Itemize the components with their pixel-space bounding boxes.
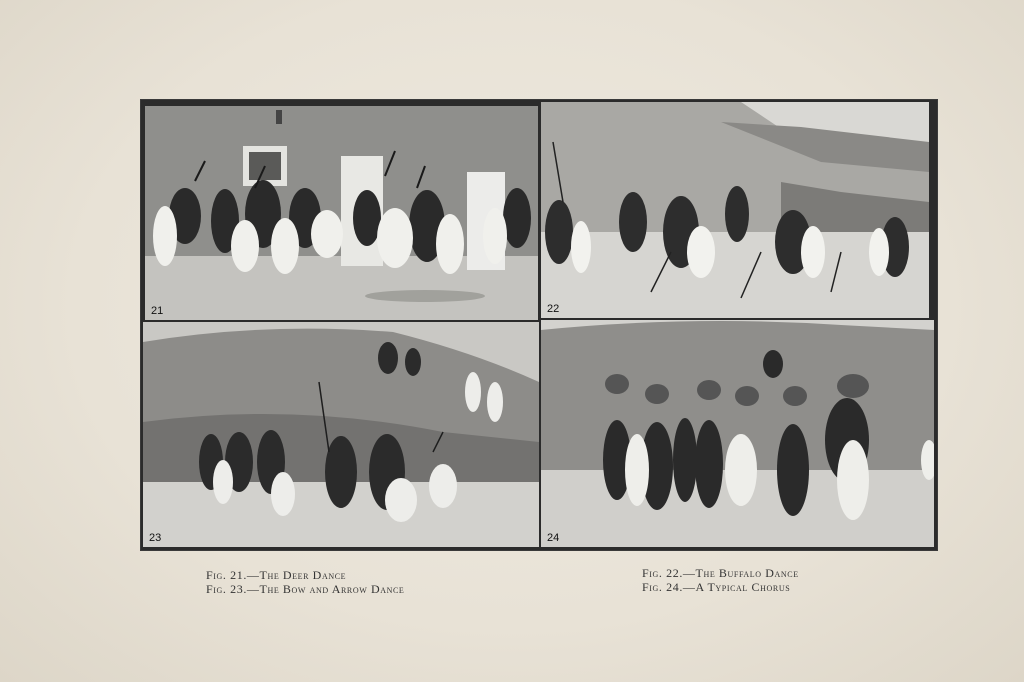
caption-block-left bbox=[206, 568, 404, 596]
photo-plate bbox=[141, 100, 937, 550]
figure-number-22: 22 bbox=[547, 303, 560, 315]
caption-fig-23: Fig. 23.—The Bow and Arrow Dance bbox=[206, 582, 405, 596]
photo-deer-dance bbox=[145, 106, 538, 320]
caption-fig-24: Fig. 24.—A Typical Chorus bbox=[642, 580, 791, 594]
photo-bow-and-arrow-dance bbox=[143, 322, 539, 547]
figure-number-23: 23 bbox=[149, 532, 162, 544]
caption-fig-21: Fig. 21.—The Deer Dance bbox=[206, 568, 347, 582]
caption-fig-22: Fig. 22.—The Buffalo Dance bbox=[642, 566, 799, 580]
caption-block-right bbox=[642, 566, 799, 594]
photo-typical-chorus bbox=[541, 320, 934, 547]
figure-number-24: 24 bbox=[547, 532, 560, 544]
photo-buffalo-dance bbox=[541, 102, 929, 318]
figure-number-21: 21 bbox=[151, 305, 164, 317]
